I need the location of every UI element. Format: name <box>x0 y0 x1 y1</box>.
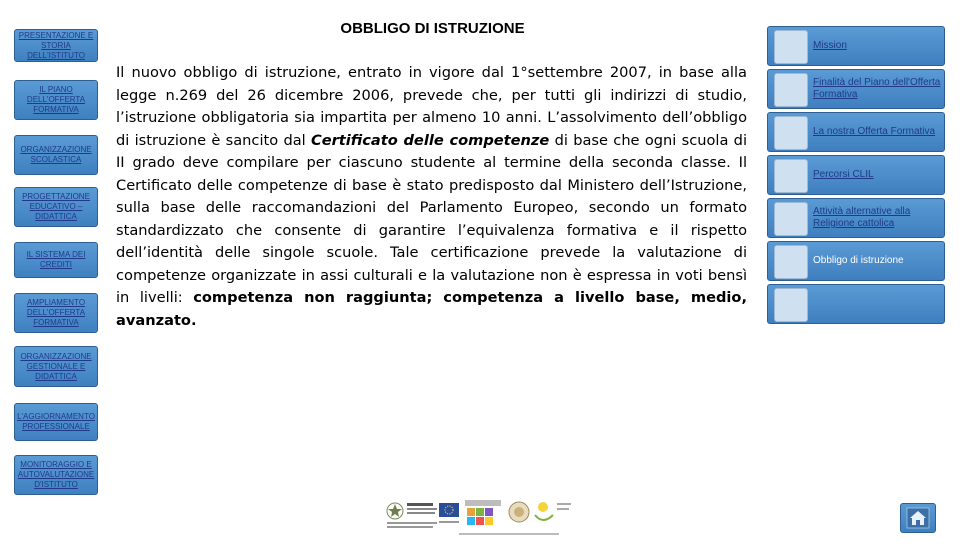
sidebar-item-label: PRESENTAZIONE E STORIA DELL'ISTITUTO <box>18 30 94 60</box>
sidebar-item-label: IL SISTEMA DEI CREDITI <box>26 250 86 269</box>
sidebar-item-sistema-crediti[interactable] <box>14 242 98 278</box>
sidebar-item-monitoraggio[interactable] <box>14 455 98 495</box>
sidebar-item-aggiornamento[interactable] <box>14 403 98 441</box>
body-text <box>116 62 747 332</box>
sidebar-item-progettazione[interactable] <box>14 187 98 227</box>
nav-thumbnail <box>774 73 808 107</box>
sidebar-item-label: IL PIANO DELL'OFFERTA FORMATIVA <box>26 85 86 114</box>
page-title: OBBLIGO DI ISTRUZIONE <box>340 20 525 37</box>
right-nav-offerta[interactable] <box>767 112 945 152</box>
certificate-term: Certificato delle competenze <box>310 131 550 149</box>
sidebar-item-organizzazione-scolastica[interactable] <box>14 135 98 175</box>
right-nav-finalita[interactable] <box>767 69 945 109</box>
nav-thumbnail <box>774 288 808 322</box>
sidebar-item-label: ORGANIZZAZIONE SCOLASTICA <box>20 145 92 164</box>
right-nav-label <box>813 285 942 323</box>
right-nav-obbligo[interactable] <box>767 241 945 281</box>
nav-thumbnail <box>774 30 808 64</box>
seal-icon <box>509 502 529 522</box>
right-nav-attivita-alternative[interactable] <box>767 198 945 238</box>
regional-logo-icon <box>535 502 571 520</box>
nav-thumbnail <box>774 159 808 193</box>
competence-levels: competenza non raggiunta; competenza a livello base, medio, avanzato. <box>116 289 747 329</box>
eu-flag-icon <box>439 503 459 523</box>
right-nav-clil[interactable] <box>767 155 945 195</box>
right-nav-label: Finalità del Piano dell'Offerta Formativa <box>813 77 941 100</box>
body-paragraph-intro: Il nuovo obbligo di istruzione, entrato in vigore dal 1°settembre 2007, in base alla legge n.269 del 26 dicembre 2006, prevede che, per tutti gli indirizzi di studio, l’istruzione obbligatoria sia impartita per almeno 10 anni. L’assolvimento dell’obbligo di istruzione è sancito dal <box>116 64 747 149</box>
nav-thumbnail <box>774 202 808 236</box>
sidebar-item-label: PROGETTAZIONE EDUCATIVO – DIDATTICA <box>22 192 90 221</box>
republic-emblem-icon <box>387 503 403 519</box>
home-icon <box>901 504 935 532</box>
sidebar-item-organizzazione-gestionale[interactable] <box>14 346 98 387</box>
sidebar-item-ampliamento[interactable] <box>14 293 98 333</box>
sidebar-item-label: L'AGGIORNAMENTO PROFESSIONALE <box>17 412 95 431</box>
right-nav-label: Mission <box>813 40 847 51</box>
sidebar-item-piano-offerta[interactable] <box>14 80 98 120</box>
sidebar-item-label: AMPLIAMENTO DELL'OFFERTA FORMATIVA <box>26 298 86 327</box>
sidebar-item-label: ORGANIZZAZIONE GESTIONALE E DIDATTICA <box>20 351 92 381</box>
right-nav-label: Obbligo di istruzione <box>813 255 904 266</box>
right-nav-empty[interactable] <box>767 284 945 324</box>
funding-logos-strip <box>383 497 579 539</box>
body-paragraph-continued: di base che ogni scuola di II grado deve compilare per ciascuno studente al termine della seconda classe. Il Certificato delle competenze di base è stato predisposto dal Ministero dell’Istruzione, sulla base delle raccomandazioni del Parlamento Europeo, secondo un formato standardizzato che consente di garantire l’equivalenza formativa e il rispetto dell’identità delle singole scuole. Tale certificazione prevede la valutazione di competenze organizzate in assi culturali e la valutazione non è espressa in voti bensì in livelli: <box>116 131 747 306</box>
right-nav-label: Attività alternative alla Religione cattolica <box>813 206 911 229</box>
right-nav-label: La nostra Offerta Formativa <box>813 126 936 137</box>
sidebar-item-presentazione[interactable] <box>14 29 98 62</box>
right-nav-mission[interactable] <box>767 26 945 66</box>
nav-thumbnail <box>774 116 808 150</box>
home-button[interactable] <box>900 503 936 533</box>
sidebar-item-label: MONITORAGGIO E AUTOVALUTAZIONE D'ISTITUTO <box>17 460 95 489</box>
project-logo-icon <box>465 500 501 525</box>
nav-thumbnail <box>774 245 808 279</box>
right-nav-label: Percorsi CLIL <box>813 169 874 180</box>
